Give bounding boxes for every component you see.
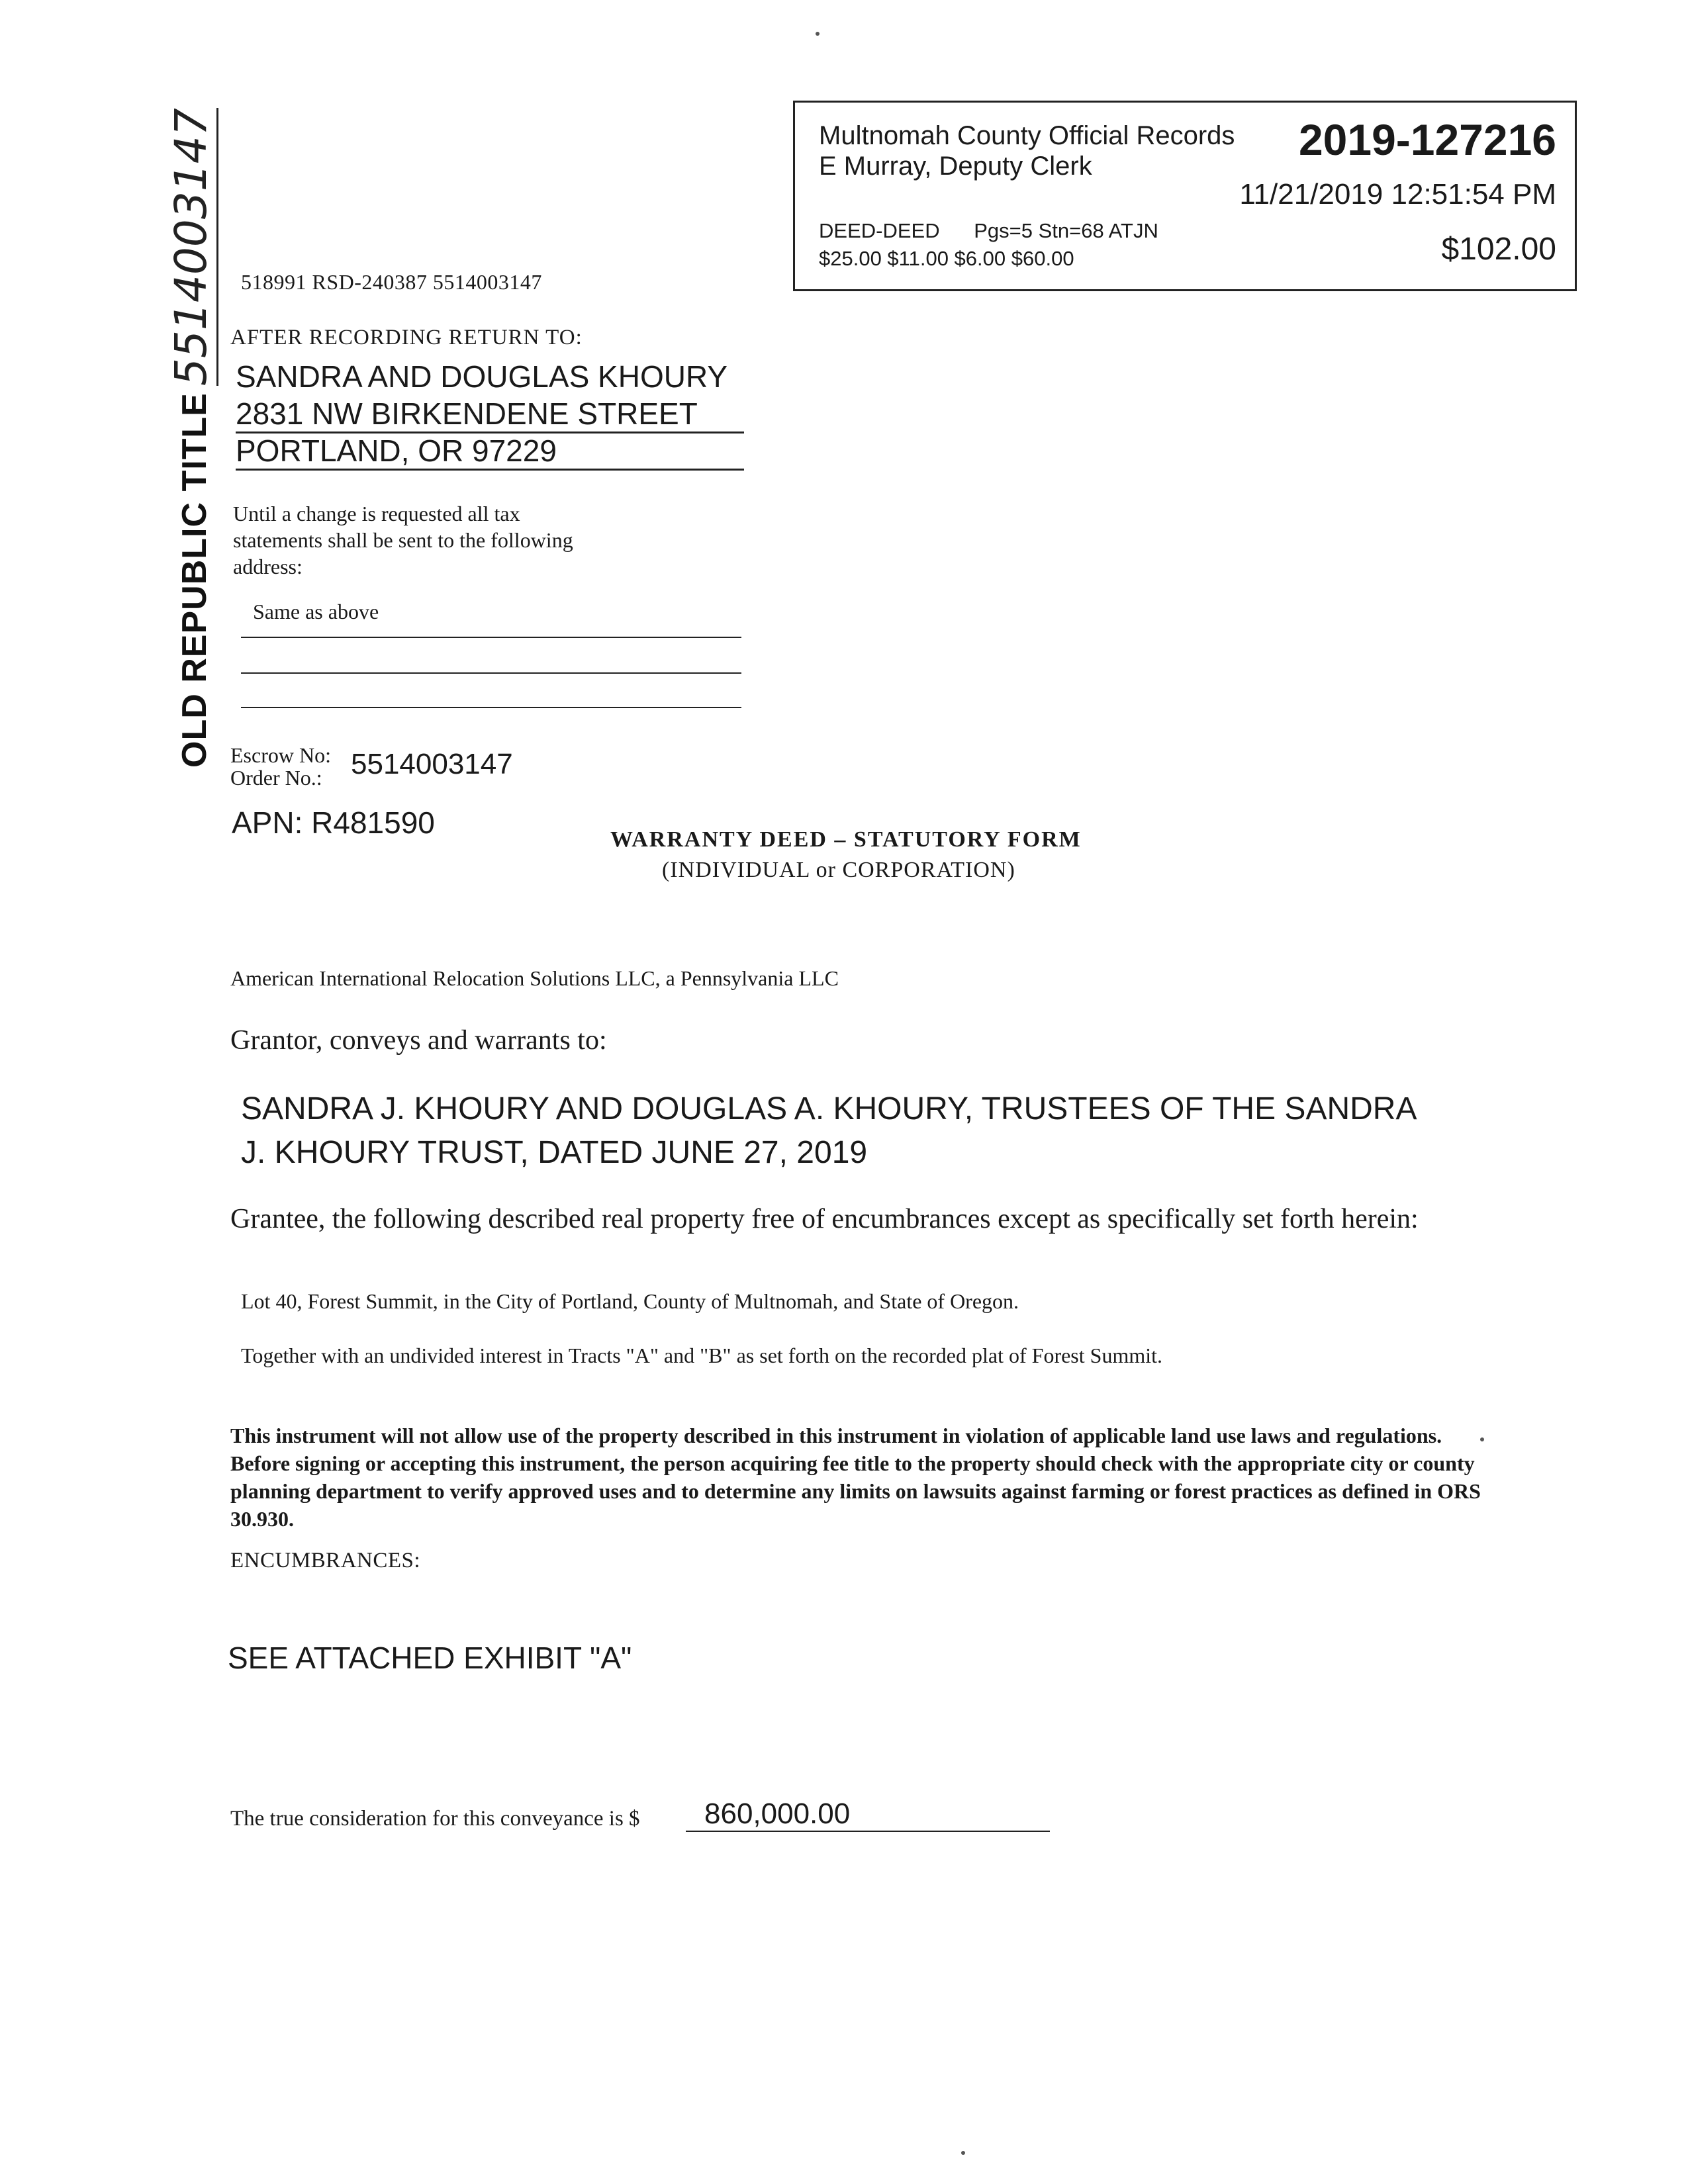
recording-datetime: 11/21/2019 12:51:54 PM [1239, 178, 1556, 210]
reference-line: 518991 RSD-240387 5514003147 [241, 270, 542, 294]
title-company-name: OLD REPUBLIC TITLE [175, 392, 214, 768]
scan-speck [961, 2151, 965, 2155]
conveys-statement: Grantor, conveys and warrants to: [230, 1025, 607, 1056]
grantee-line-1: SANDRA J. KHOURY AND DOUGLAS A. KHOURY, TRUSTEES OF THE SANDRA [241, 1091, 1417, 1126]
return-to-name: SANDRA AND DOUGLAS KHOURY [236, 359, 728, 394]
escrow-label: Escrow No: [230, 743, 331, 767]
legal-description-tracts: Together with an undivided interest in Tracts "A" and "B" as set forth on the recorded plat of Forest Summit. [241, 1343, 1162, 1367]
handwritten-order-number: 5514003147 [165, 108, 218, 386]
grantee-line-2: J. KHOURY TRUST, DATED JUNE 27, 2019 [241, 1135, 868, 1170]
escrow-number: 5514003147 [351, 748, 513, 780]
tax-statement-line-2: statements shall be sent to the following [233, 528, 573, 552]
scan-speck [816, 32, 820, 36]
encumbrances-label: ENCUMBRANCES: [230, 1549, 421, 1572]
return-to-label: AFTER RECORDING RETURN TO: [230, 326, 583, 349]
order-label: Order No.: [230, 766, 322, 790]
encumbrances-value: SEE ATTACHED EXHIBIT "A" [228, 1641, 632, 1675]
tax-statement-line-3: address: [233, 555, 303, 578]
document-type: DEED-DEED Pgs=5 Stn=68 ATJN [819, 219, 1158, 242]
address-line-3 [241, 707, 741, 708]
scan-speck [1480, 1437, 1484, 1441]
address-line-1 [241, 637, 741, 638]
return-to-street: 2831 NW BIRKENDENE STREET [236, 396, 744, 433]
grantee-description: Grantee, the following described real property free of encumbrances except as specifically set forth herein: [230, 1204, 1419, 1234]
recording-office: Multnomah County Official Records [819, 121, 1235, 150]
deed-subtitle: (INDIVIDUAL or CORPORATION) [662, 858, 1015, 882]
escrow-labels [230, 744, 331, 789]
consideration-amount: 860,000.00 [686, 1797, 1050, 1832]
address-line-2 [241, 672, 741, 674]
recording-stamp-box [793, 101, 1577, 291]
recording-total: $102.00 [1441, 232, 1556, 267]
tax-statement-address: Same as above [253, 600, 379, 623]
legal-description-lot: Lot 40, Forest Summit, in the City of Portland, County of Multnomah, and State of Oregon. [241, 1289, 1019, 1313]
return-to-city: PORTLAND, OR 97229 [236, 433, 744, 471]
deputy-clerk: E Murray, Deputy Clerk [819, 152, 1092, 181]
tax-statement-line-1: Until a change is requested all tax [233, 502, 520, 525]
recording-number: 2019-127216 [1298, 115, 1556, 164]
land-use-notice: This instrument will not allow use of the property described in this instrument in violation of applicable land use laws and regulations. Before signing or accepting this instrument, the person acquiring fee title to the property should check with the appropriate city or county planning department to verify approved uses and to determine any limits on lawsuits against farming or forest practices as defined in ORS 30.930. [230, 1424, 1481, 1531]
consideration-label: The true consideration for this conveyance is $ [230, 1807, 640, 1831]
deed-title: WARRANTY DEED – STATUTORY FORM [610, 827, 1082, 852]
recording-fees: $25.00 $11.00 $6.00 $60.00 [819, 247, 1074, 270]
apn: APN: R481590 [232, 805, 435, 840]
grantor-name: American International Relocation Solutions LLC, a Pennsylvania LLC [230, 966, 839, 990]
